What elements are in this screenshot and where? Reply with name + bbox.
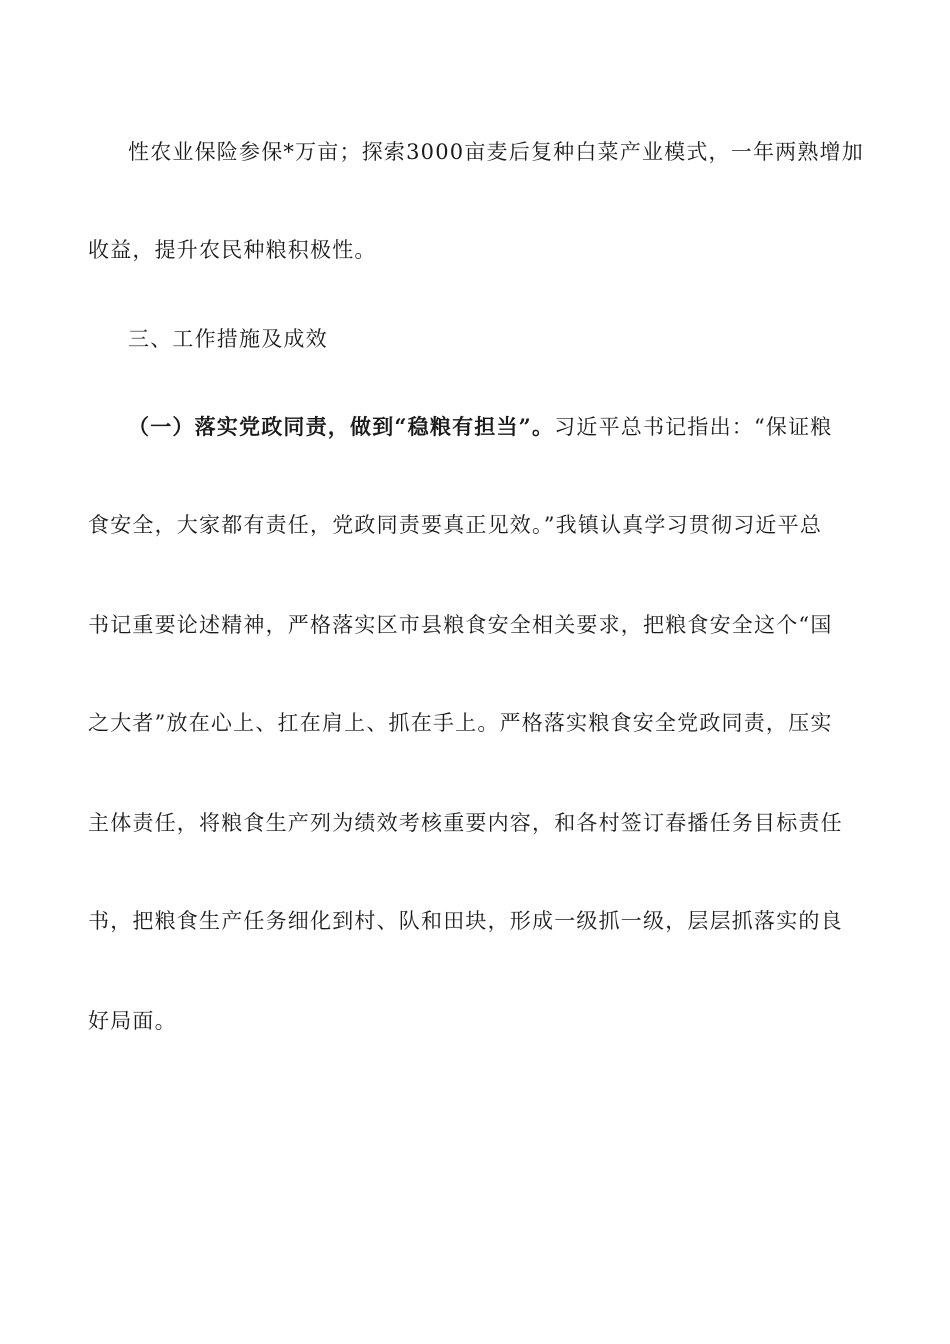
paragraph-2-line-7: 好局面。 [88,1009,177,1033]
paragraph-2-line-5: 主体责任，将粮食生产列为绩效考核重要内容，和各村签订春播任务目标责任 [88,811,843,835]
paragraph-2-line-2: 食安全，大家都有责任，党政同责要真正见效。”我镇认真学习贯彻习近平总 [88,513,823,537]
paragraph-2-bold-lead: （一）落实党政同责，做到“稳粮有担当”。 [128,414,555,439]
paragraph-1-line-1: 性农业保险参保*万亩；探索3000亩麦后复种白菜产业模式，一年两熟增加 [128,140,864,164]
section-heading: 三、工作措施及成效 [128,327,328,351]
paragraph-2-line-1-rest: 习近平总书记指出：“保证粮 [554,415,833,439]
paragraph-2-line-1 [128,412,908,442]
paragraph-2-line-3: 书记重要论述精神，严格落实区市县粮食安全相关要求，把粮食安全这个“国 [88,613,833,637]
paragraph-2-line-4: 之大者”放在心上、扛在肩上、抓在手上。严格落实粮食安全党政同责，压实 [88,711,833,735]
paragraph-2-line-6: 书，把粮食生产任务细化到村、队和田块，形成一级抓一级，层层抓落实的良 [88,909,843,933]
paragraph-1-line-2: 收益，提升农民种粮积极性。 [88,238,377,262]
